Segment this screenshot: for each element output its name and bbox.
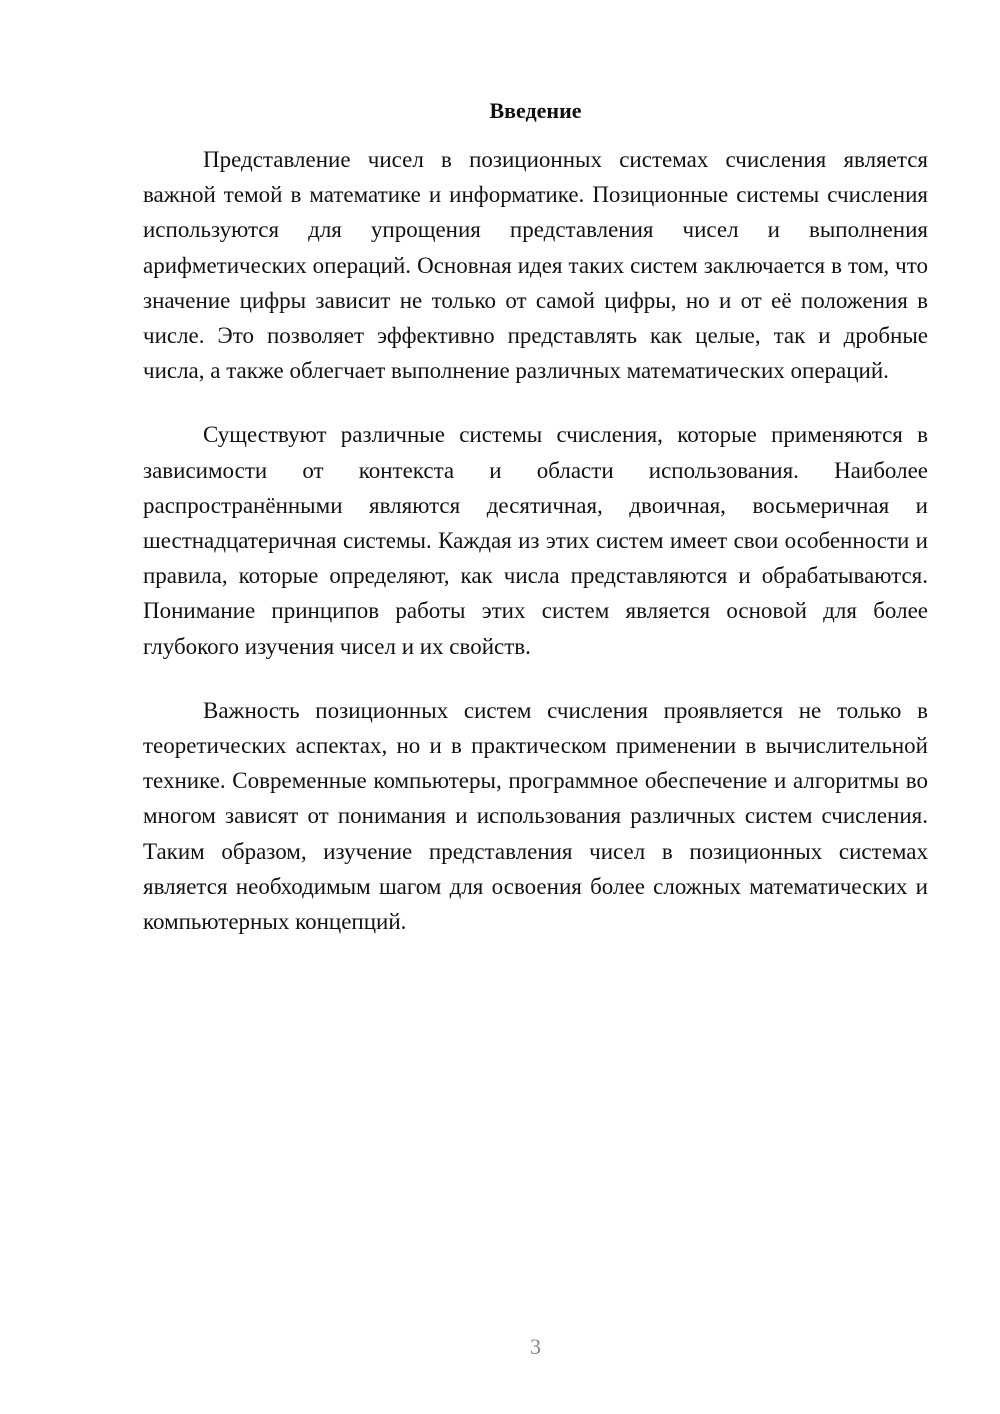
paragraph-2: Существуют различные системы счисления, которые применяются в зависимости от контекста и области использования. Наиболее распространёнными являются десятичная, двоичная, восьмеричная и шестнадцатеричная системы. Каждая из этих систем имеет свои особенности и правила, которые определяют, как числа представляются и обрабатываются. Понимание принципов работы этих систем является основой для более глубокого изучения чисел и их свойств. (143, 422, 928, 659)
section-heading: Введение (489, 98, 582, 123)
paragraph-1: Представление чисел в позиционных системах счисления является важной темой в математике и информатике. Позиционные системы счисления используются для упрощения представления чисел и выполнения арифметических операций. Основная идея таких систем заключается в том, что значение цифры зависит не только от самой цифры, но и от её положения в числе. Это позволяет эффективно представлять как целые, так и дробные числа, а также облегчает выполнение различных математических операций. (143, 147, 928, 384)
body-text (143, 142, 928, 968)
page-number: 3 (530, 1334, 541, 1359)
paragraph-3: Важность позиционных систем счисления проявляется не только в теоретических аспектах, но и в практическом применении в вычислительной технике. Современные компьютеры, программное обеспечение и алгоритмы во многом зависят от понимания и использования различных систем счисления. Таким образом, изучение представления чисел в позиционных системах является необходимым шагом для освоения более сложных математических и компьютерных концепций. (143, 697, 928, 935)
